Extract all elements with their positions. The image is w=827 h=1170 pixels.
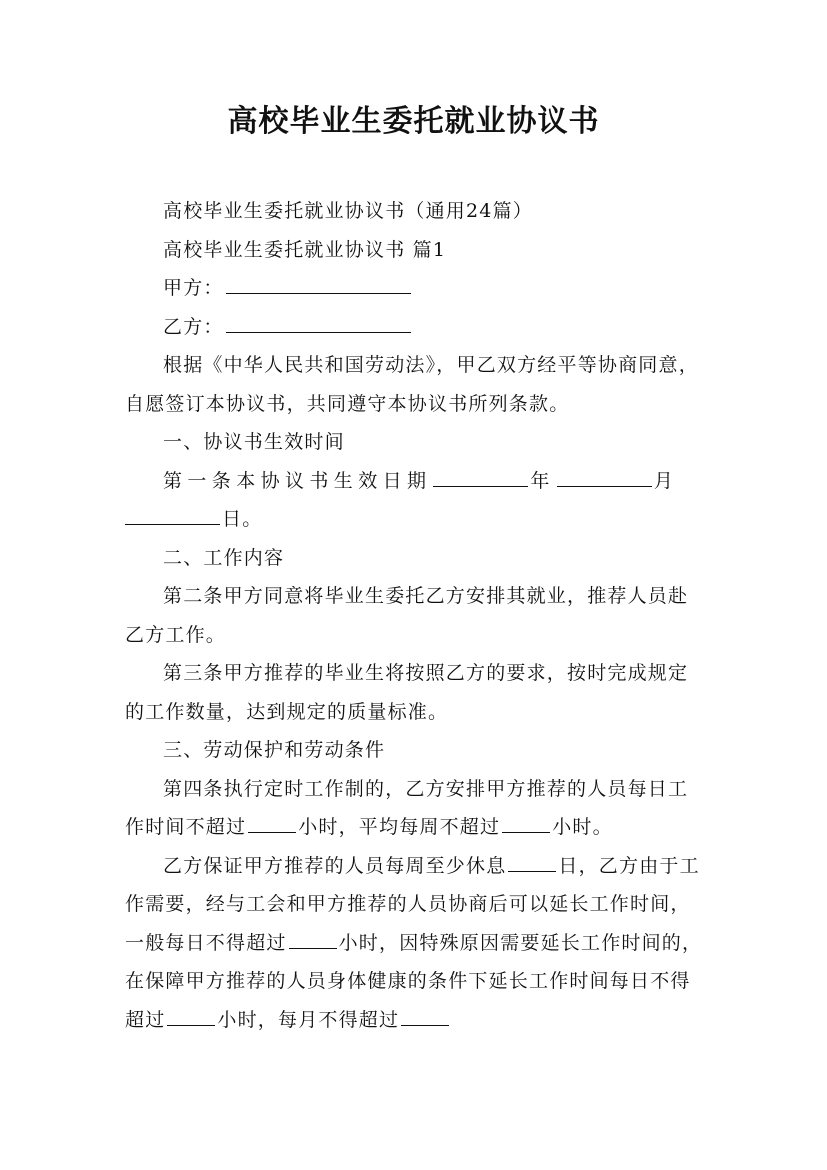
section-heading-1: 一、协议书生效时间 bbox=[163, 431, 345, 453]
clause-5-text-d: 小时，每月不得超过 bbox=[217, 1008, 400, 1031]
weekly-hours-blank bbox=[502, 831, 550, 833]
day-blank bbox=[125, 523, 220, 525]
clause-4-text-b: 小时，平均每周不超过 bbox=[298, 816, 501, 838]
clause-5-paragraph bbox=[125, 847, 705, 1040]
party-a-line bbox=[125, 269, 705, 308]
overtime-special-blank bbox=[167, 1024, 215, 1026]
clause-1-text: 第一条本协议书生效日期 bbox=[163, 469, 432, 492]
clause-4-paragraph bbox=[125, 770, 705, 847]
month-label: 月 bbox=[653, 469, 679, 492]
month-blank bbox=[557, 485, 652, 487]
clause-5-text-a: 乙方保证甲方推荐的人员每周至少休息 bbox=[163, 854, 507, 877]
clause-5-text-c: 小时，因特殊原因需要延长工作时间的，在保障甲方推荐的人员身体健康的条件下延长工作时间每日不得超过 bbox=[125, 931, 703, 1031]
rest-days-blank bbox=[508, 870, 556, 872]
party-b-blank bbox=[226, 331, 411, 333]
party-b-line bbox=[125, 308, 705, 347]
year-label: 年 bbox=[530, 469, 555, 492]
subtitle-line: 高校毕业生委托就业协议书（通用24篇） bbox=[163, 200, 533, 222]
clause-4-text-c: 小时。 bbox=[552, 816, 613, 838]
clause-4-text-a: 第四条执行定时工作制的，乙方安排甲方推荐的人员每日工作时间不超过 bbox=[125, 777, 689, 838]
clause-2-paragraph: 第二条甲方同意将毕业生委托乙方安排其就业，推荐人员赴乙方工作。 bbox=[125, 585, 689, 646]
day-label: 日。 bbox=[222, 508, 263, 530]
section-heading-3: 三、劳动保护和劳动条件 bbox=[163, 739, 386, 761]
daily-hours-blank bbox=[248, 831, 296, 833]
section-heading-2: 二、工作内容 bbox=[163, 546, 285, 569]
document-body bbox=[125, 192, 705, 1039]
overtime-daily-blank bbox=[289, 947, 337, 949]
chapter-heading: 高校毕业生委托就业协议书 篇1 bbox=[163, 238, 447, 261]
year-blank bbox=[433, 485, 528, 487]
party-a-blank bbox=[226, 292, 411, 294]
party-a-label: 甲方： bbox=[163, 277, 224, 299]
intro-paragraph: 根据《中华人民共和国劳动法》，甲乙双方经平等协商同意，自愿签订本协议书，共同遵守本协议书所列条款。 bbox=[125, 354, 699, 415]
clause-1-paragraph bbox=[125, 462, 705, 539]
clause-3-paragraph: 第三条甲方推荐的毕业生将按照乙方的要求，按时完成规定的工作数量，达到规定的质量标准。 bbox=[125, 662, 689, 723]
overtime-monthly-blank bbox=[401, 1024, 449, 1026]
document-title: 高校毕业生委托就业协议书 bbox=[227, 104, 600, 139]
party-b-label: 乙方： bbox=[163, 315, 224, 338]
clause-5-text-b: 日，乙方由于工作需要，经与工会和甲方推荐的人员协商后可以延长工作时间，一般每日不得超过 bbox=[125, 854, 700, 954]
